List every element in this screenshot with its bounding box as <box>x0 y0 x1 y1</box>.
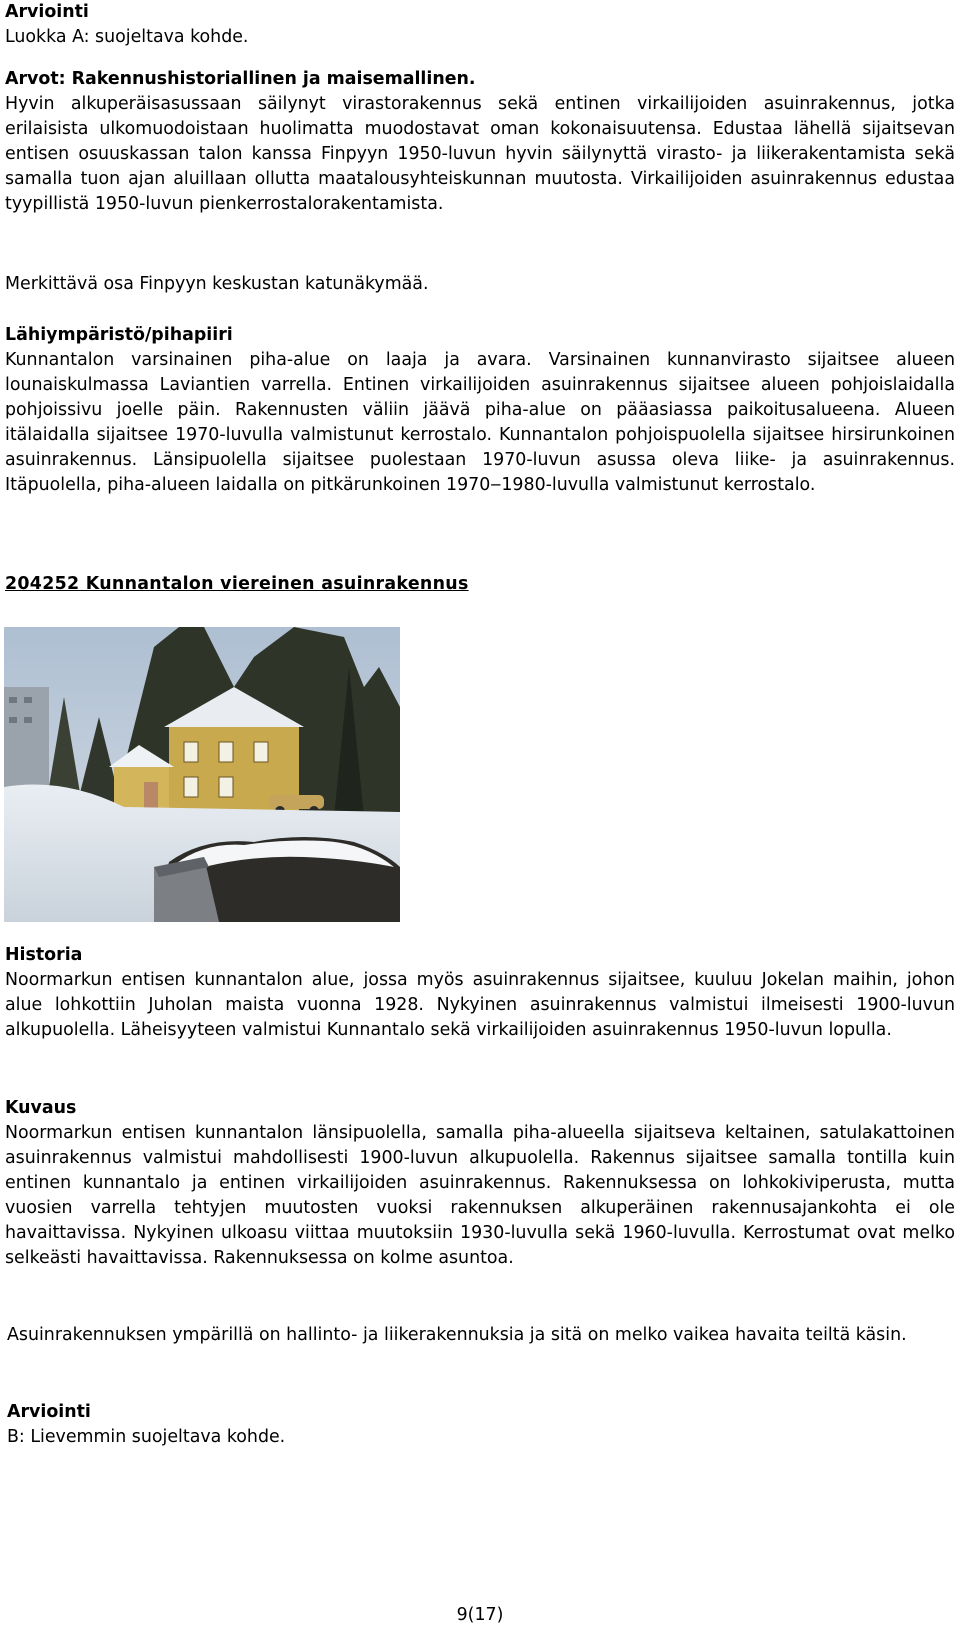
assessment-block <box>5 0 955 50</box>
surroundings-block <box>5 323 955 498</box>
building-photo <box>4 627 400 922</box>
assessment-b-text: B: Lievemmin suojeltava kohde. <box>7 1427 286 1447</box>
building-photo-illustration <box>4 627 400 922</box>
description-text: Noormarkun entisen kunnantalon länsipuolella, samalla piha-alueella sijaitseva keltainen, satulakattoinen asuinrakennus valmistui mahdollisesti 1900-luvun alkupuolella. Rakennus sijaitsee samalla tontilla kuin entinen kunnantalo ja entinen virkailijoiden asuinrakennus. Rakennuksessa on lohkokiviperusta, mutta vuosien varrella tehtyjen muutosten vuoksi rakennuksen alkuperäinen rakennusajankohta ei ole havaittavissa. Nykyinen ulkoasu viittaa muutoksiin 1930-luvulla sekä 1960-luvulla. Kerrostumat ovat melko selkeästi havaittavissa. Rakennuksessa on kolme asuntoa. <box>5 1123 955 1268</box>
section-title-block <box>5 572 955 597</box>
assessment-heading: Arviointi <box>5 2 89 22</box>
assessment-b-heading: Arviointi <box>7 1402 91 1422</box>
history-text: Noormarkun entisen kunnantalon alue, jossa myös asuinrakennus sijaitsee, kuuluu Jokelan maihin, johon alue lohkottiin Juholan maista vuonna 1928. Nykyinen asuinrakennus valmistui ilmeisesti 1900-luvun alkupuolella. Läheisyyteen valmistui Kunnantalo sekä virkailijoiden asuinrakennus 1950-luvun lopulla. <box>5 970 955 1040</box>
streetscape-block <box>5 272 955 297</box>
description-heading: Kuvaus <box>5 1098 77 1118</box>
streetscape-text: Merkittävä osa Finpyyn keskustan katunäkymää. <box>5 274 429 294</box>
assessment-text: Luokka A: suojeltava kohde. <box>5 27 249 47</box>
assessment-b-block <box>7 1400 957 1450</box>
description-block <box>5 1096 955 1271</box>
description-extra-block <box>7 1323 957 1348</box>
values-block <box>5 67 955 217</box>
values-heading: Arvot: Rakennushistoriallinen ja maisemallinen. <box>5 69 476 89</box>
page-number: 9(17) <box>456 1605 504 1625</box>
section-title: 204252 Kunnantalon viereinen asuinrakennus <box>5 574 469 594</box>
surroundings-text: Kunnantalon varsinainen piha-alue on laaja ja avara. Varsinainen kunnanvirasto sijaitsee alueen lounaiskulmassa Laviantien varrella. Entinen virkailijoiden asuinrakennus sijaitsee alueen pohjoislaidalla pohjoissivu joelle päin. Rakennusten väliin jäävä piha-alue on pääasiassa paikoitusalueena. Alueen itälaidalla sijaitsee 1970-luvulla valmistunut kerrostalo. Kunnantalon pohjoispuolella sijaitsee hirsirunkoinen asuinrakennus. Länsipuolella sijaitsee puolestaan 1970-luvun asussa oleva liike- ja asuinrakennus. Itäpuolella, piha-alueen laidalla on pitkärunkoinen 1970‒1980-luvulla valmistunut kerrostalo. <box>5 350 955 495</box>
history-block <box>5 943 955 1043</box>
description-extra-text: Asuinrakennuksen ympärillä on hallinto- ja liikerakennuksia ja sitä on melko vaikea havaita teiltä käsin. <box>7 1325 907 1345</box>
values-text: Hyvin alkuperäisasussaan säilynyt virastorakennus sekä entinen virkailijoiden asuinrakennus, jotka erilaisista ulkomuodoistaan huolimatta muodostavat oman kokonaisuutensa. Edustaa lähellä sijaitsevan entisen osuuskassan talon kanssa Finpyyn 1950-luvun hyvin säilynyttä virasto- ja liikerakentamista sekä samalla tuon ajan aluillaan ollutta maatalousyhteiskunnan muutosta. Virkailijoiden asuinrakennus edustaa tyypillistä 1950-luvun pienkerrostalorakentamista. <box>5 94 955 214</box>
surroundings-heading: Lähiympäristö/pihapiiri <box>5 325 233 345</box>
history-heading: Historia <box>5 945 83 965</box>
